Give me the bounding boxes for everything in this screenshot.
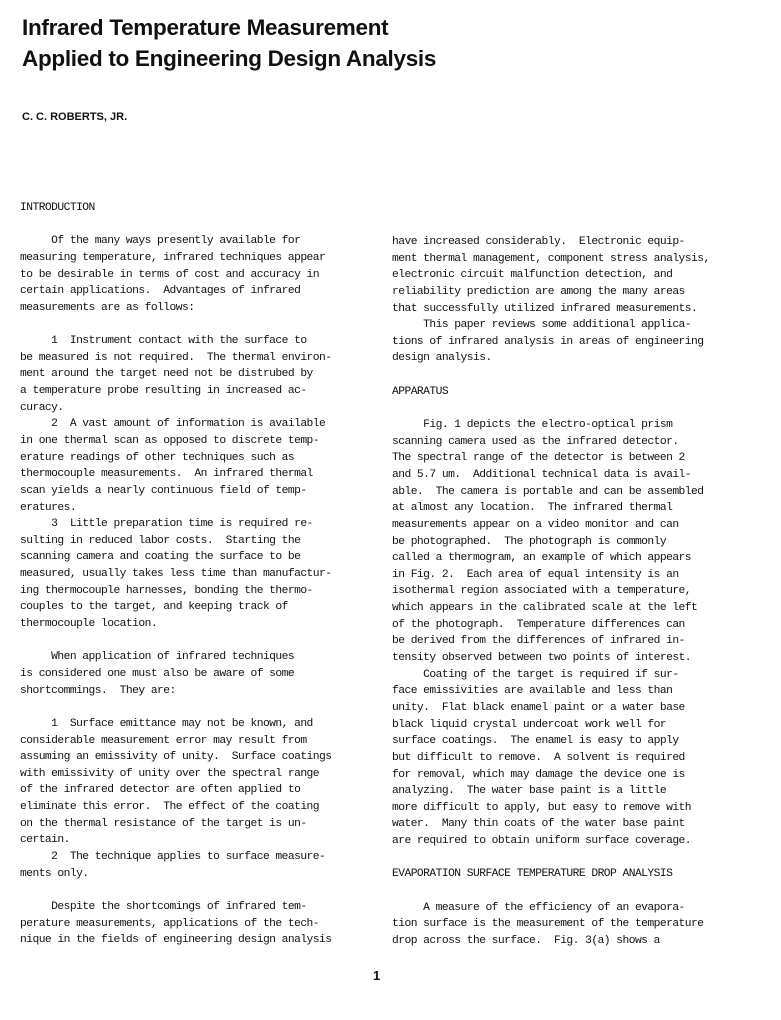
text-line: couples to the target, and keeping track of [20,601,288,614]
text-line: measuring temperature, infrared techniques appear [20,251,326,264]
text-line: scan yields a nearly continuous field of temp- [20,484,307,497]
text-line: to be desirable in terms of cost and accuracy in [20,268,320,281]
text-line: A measure of the efficiency of an evapora- [392,901,685,914]
text-line: measured, usually takes less time than manufactur- [20,568,332,581]
text-line: scanning camera and coating the surface to be [20,551,301,564]
text-line: are required to obtain uniform surface coverage. [392,835,692,848]
title-line-2: Applied to Engineering Design Analysis [22,46,437,71]
text-line: ment thermal management, component stress analysis, [392,252,710,265]
text-line: be measured is not required. The thermal environ- [20,351,332,364]
text-line: INTRODUCTION [20,202,95,214]
text-line: isothermal region associated with a temperature, [392,585,692,598]
text-line [392,883,772,900]
text-line: more difficult to apply, but easy to remove with [392,801,692,814]
text-line [20,699,392,716]
title-line-1: Infrared Temperature Measurement [22,15,389,40]
text-line: certain. [20,834,70,847]
text-line [20,633,392,650]
text-line: Of the many ways presently available for [20,235,301,248]
text-line: is considered one must also be aware of some [20,667,295,680]
text-line: thermocouple location. [20,618,158,631]
text-line: 2 The technique applies to surface measure- [20,850,326,863]
text-line: at almost any location. The infrared thermal [392,502,673,515]
page-number: 1 [373,968,381,983]
text-line: have increased considerably. Electronic equip- [392,236,685,248]
text-line: tion surface is the measurement of the temperature [392,918,704,931]
text-line: 3 Little preparation time is required re- [20,518,313,531]
text-line: analyzing. The water base paint is a little [392,785,667,798]
text-line: unity. Flat black enamel paint or a water base [392,701,685,714]
text-line: The spectral range of the detector is between 2 [392,452,685,465]
text-line [392,850,772,867]
text-line: 1 Instrument contact with the surface to [20,335,307,348]
text-line: certain applications. Advantages of infrared [20,285,301,298]
text-line: able. The camera is portable and can be assembled [392,485,704,498]
text-line: measurements are as follows: [20,301,195,314]
text-line: drop across the surface. Fig. 3(a) shows a [392,934,660,947]
text-line: ing thermocouple harnesses, bonding the thermo- [20,584,313,597]
text-line: reliability prediction are among the many areas [392,285,685,298]
text-line: be derived from the differences of infrared in- [392,635,685,648]
text-line: of the infrared detector are often applied to [20,784,301,797]
text-line: that successfully utilized infrared measurements. [392,302,698,315]
text-line: but difficult to remove. A solvent is required [392,751,685,764]
text-line: considerable measurement error may result from [20,734,307,747]
text-line: APPARATUS [392,385,449,398]
text-line: and 5.7 um. Additional technical data is avail- [392,468,692,481]
text-line: curacy. [20,401,64,414]
text-line: Coating of the target is required if sur- [392,668,679,681]
right-column [392,234,772,950]
text-line: face emissivities are available and less than [392,685,673,698]
text-line [392,367,772,384]
text-line: in one thermal scan as opposed to discrete temp- [20,434,320,447]
left-column [20,200,392,949]
text-line: perature measurements, applications of the tech- [20,917,320,930]
text-line: Despite the shortcomings of infrared tem- [20,900,307,913]
text-line [20,217,392,234]
text-line: tensity observed between two points of interest. [392,652,692,665]
text-line: water. Many thin coats of the water base paint [392,818,685,831]
text-line: a temperature probe resulting in increased ac- [20,385,307,398]
text-line: 1 Surface emittance may not be known, and [20,717,313,730]
text-line: Fig. 1 depicts the electro-optical prism [392,419,673,432]
text-line: with emissivity of unity over the spectral range [20,767,320,780]
text-line: nique in the fields of engineering design analysis [20,934,332,947]
text-line: 2 A vast amount of information is available [20,418,326,431]
text-line [392,400,772,417]
text-line: ments only. [20,867,89,880]
text-line: This paper reviews some additional applica- [392,319,692,332]
text-line: of the photograph. Temperature differences can [392,618,685,631]
text-line: thermocouple measurements. An infrared thermal [20,468,313,481]
text-line: When application of infrared techniques [20,651,295,664]
text-line: eliminate this error. The effect of the coating [20,801,320,814]
author-name: C. C. ROBERTS, JR. [22,111,128,123]
text-line: which appears in the calibrated scale at the left [392,602,698,615]
text-line: electronic circuit malfunction detection, and [392,269,673,282]
text-line: measurements appear on a video monitor and can [392,518,679,531]
text-line: on the thermal resistance of the target is un- [20,817,307,830]
text-line [20,316,392,333]
text-line: eratures. [20,501,77,514]
text-line: called a thermogram, an example of which appears [392,552,692,565]
paper-title [22,12,436,74]
text-line: scanning camera used as the infrared detector. [392,435,679,448]
text-line: ment around the target need not be distrubed by [20,368,313,381]
text-line: black liquid crystal undercoat work well for [392,718,667,731]
text-line: shortcommings. They are: [20,684,176,697]
text-line: for removal, which may damage the device one is [392,768,685,781]
text-line: surface coatings. The enamel is easy to apply [392,735,679,748]
text-line: be photographed. The photograph is commonly [392,535,667,548]
text-line: in Fig. 2. Each area of equal intensity is an [392,568,679,581]
text-line: EVAPORATION SURFACE TEMPERATURE DROP ANALYSIS [392,868,673,881]
text-line: assuming an emissivity of unity. Surface coatings [20,751,332,764]
text-line [20,882,392,899]
text-line: tions of infrared analysis in areas of engineering [392,335,704,348]
text-line: sulting in reduced labor costs. Starting the [20,534,301,547]
text-line: design analysis. [392,352,492,365]
text-line: erature readings of other techniques such as [20,451,295,464]
